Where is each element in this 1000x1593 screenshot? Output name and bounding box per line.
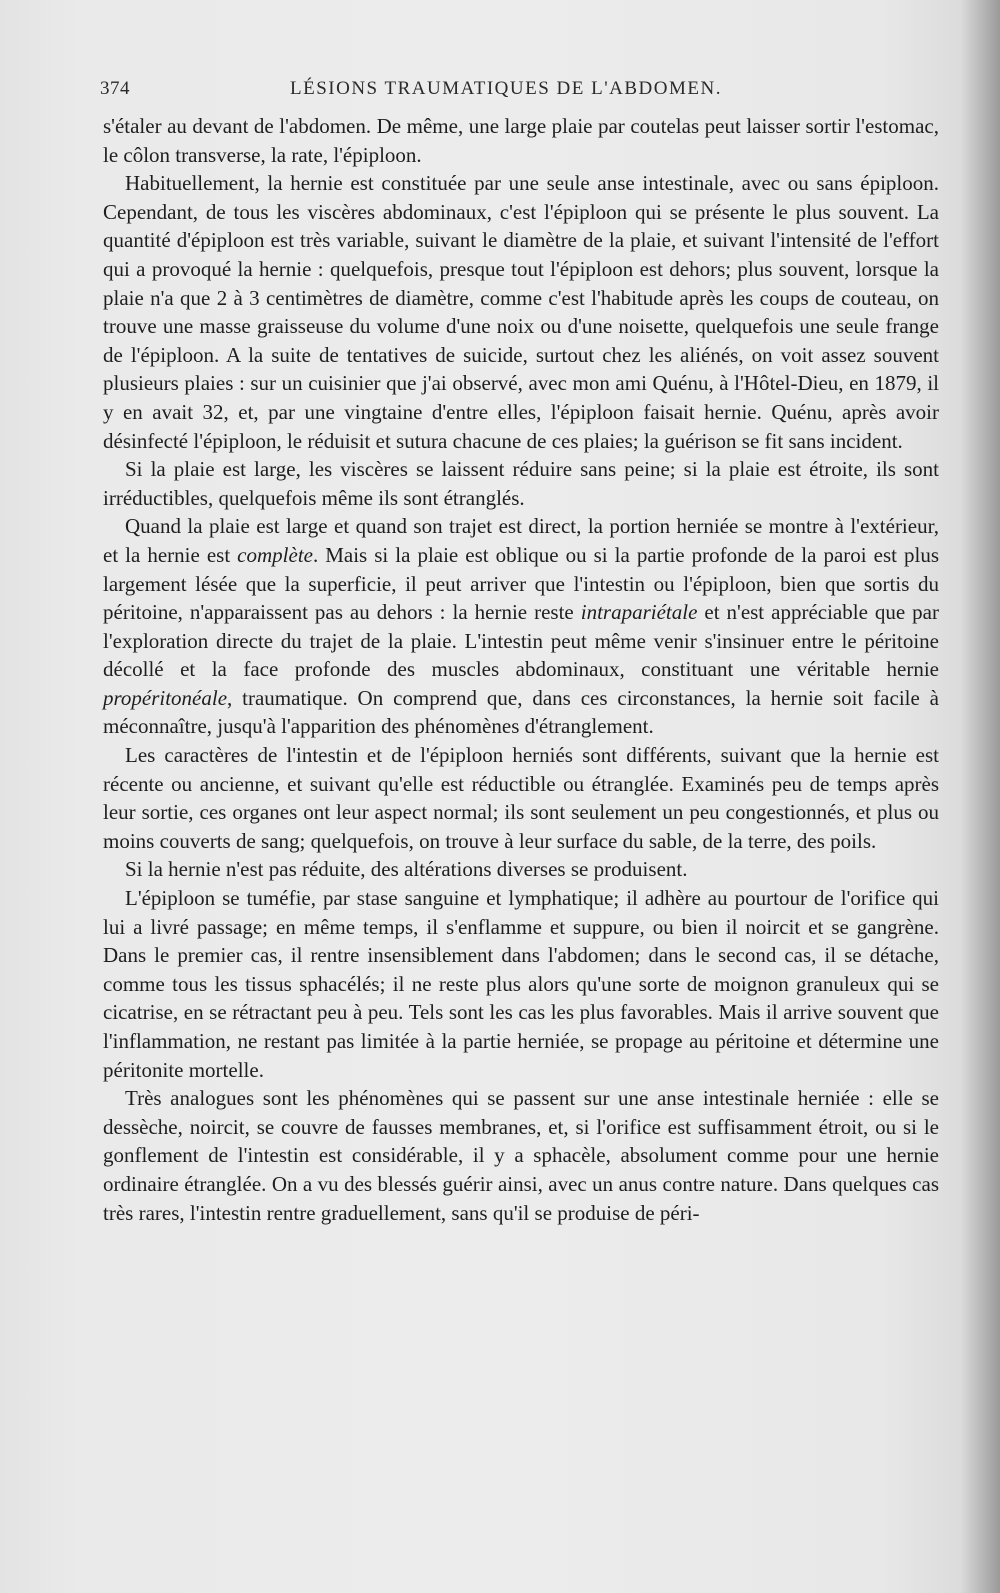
paragraph-text: s'étaler au devant de l'abdomen. De même, une large plaie par coutelas peut laisser sortir l'estomac, le côlon transverse, la rate, l'épiploon. (103, 114, 939, 167)
paragraph-text: et n'est appréciable que par l'exploration directe du trajet de la plaie. L'intestin peut même venir s'insinuer entre le péritoine décollé et la face profonde des muscles abdominaux, constituant une véritable hernie (103, 600, 939, 682)
paragraph (103, 884, 939, 1084)
body-text (103, 112, 939, 1227)
paragraph (103, 1084, 939, 1227)
paragraph (103, 169, 939, 455)
italic-term: complète (237, 542, 313, 567)
paragraph-text: Les caractères de l'intestin et de l'épiploon herniés sont différents, suivant que la hernie est récente ou ancienne, et suivant qu'elle est réductible ou étranglée. Examinés peu de temps après leur sortie, ces organes ont leur aspect normal; ils sont seulement un peu congestionnés, et plus ou moins couverts de sang; quelquefois, on trouve à leur surface du sable, de la terre, des poils. (103, 743, 939, 853)
paragraph (103, 855, 939, 884)
paragraph-text: Si la hernie n'est pas réduite, des altérations diverses se produisent. (125, 857, 688, 882)
paragraph-text: Habituellement, la hernie est constituée par une seule anse intestinale, avec ou sans épiploon. Cependant, de tous les viscères abdominaux, c'est l'épiploon qui se présente le plus souvent. La quantité d'épiploon est très variable, suivant le diamètre de la plaie, et suivant l'intensité de l'effort qui a provoqué la hernie : quelquefois, presque tout l'épiploon est dehors; plus souvent, lorsque la plaie n'a que 2 à 3 centimètres de diamètre, comme c'est l'habitude après les coups de couteau, on trouve une masse graisseuse du volume d'une noix ou d'une noisette, quelquefois une seule frange de l'épiploon. A la suite de tentatives de suicide, surtout chez les aliénés, on voit assez souvent plusieurs plaies : sur un cuisinier que j'ai observé, avec mon ami Quénu, à l'Hôtel-Dieu, en 1879, il y en avait 32, et, par une vingtaine d'entre elles, l'épiploon faisait hernie. Quénu, après avoir désinfecté l'épiploon, le réduisit et sutura chacune de ces plaies; la guérison se fit sans incident. (103, 171, 939, 453)
page-number: 374 (100, 78, 130, 99)
running-title: LÉSIONS TRAUMATIQUES DE L'ABDOMEN. (290, 78, 722, 99)
paragraph-text: Quand la plaie est large et quand son trajet est direct, la portion herniée se montre à l'extérieur, et la hernie est (103, 514, 939, 567)
paragraph (103, 741, 939, 855)
paragraph-text: Très analogues sont les phénomènes qui se passent sur une anse intestinale herniée : elle se dessèche, noircit, se couvre de fausses membranes, et, si l'orifice est suffisamment étroit, ou si le gonflement de l'intestin est considérable, il y a sphacèle, absolument comme pour une hernie ordinaire étranglée. On a vu des blessés guérir ainsi, avec un anus contre nature. Dans quelques cas très rares, l'intestin rentre graduellement, sans qu'il se produise de péri- (103, 1086, 939, 1225)
paragraph (103, 512, 939, 741)
italic-term: intrapariétale (580, 600, 698, 625)
paragraph-text: . Mais si la plaie est oblique ou si la partie profonde de la paroi est plus largement lésée que la superficie, il peut arriver que l'intestin ou l'épiploon, bien que sortis du péritoine, n'apparaissent pas au dehors : la hernie reste (103, 542, 939, 625)
paragraph (103, 455, 939, 512)
paragraph-text: , traumatique. On comprend que, dans ces circonstances, la hernie soit facile à méconnaître, jusqu'à l'apparition des phénomènes d'étranglement. (103, 685, 939, 739)
paragraph (103, 112, 939, 169)
paragraph-text: L'épiploon se tuméfie, par stase sanguine et lymphatique; il adhère au pourtour de l'orifice qui lui a livré passage; en même temps, il s'enflamme et suppure, ou bien il noircit et se gangrène. Dans le premier cas, il rentre insensiblement dans l'abdomen; dans le second cas, il se détache, comme tous les tissus sphacélés; il ne reste plus alors qu'une sorte de moignon granuleux qui se cicatrise, en se rétractant peu à peu. Tels sont les cas les plus favorables. Mais il arrive souvent que l'inflammation, ne restant pas limitée à la partie herniée, se propage au péritoine et détermine une péritonite mortelle. (103, 886, 939, 1082)
page-header (100, 78, 940, 106)
paragraph-text: Si la plaie est large, les viscères se laissent réduire sans peine; si la plaie est étroite, ils sont irréductibles, quelquefois même ils sont étranglés. (103, 457, 939, 510)
italic-term: propéritonéale (103, 685, 228, 710)
